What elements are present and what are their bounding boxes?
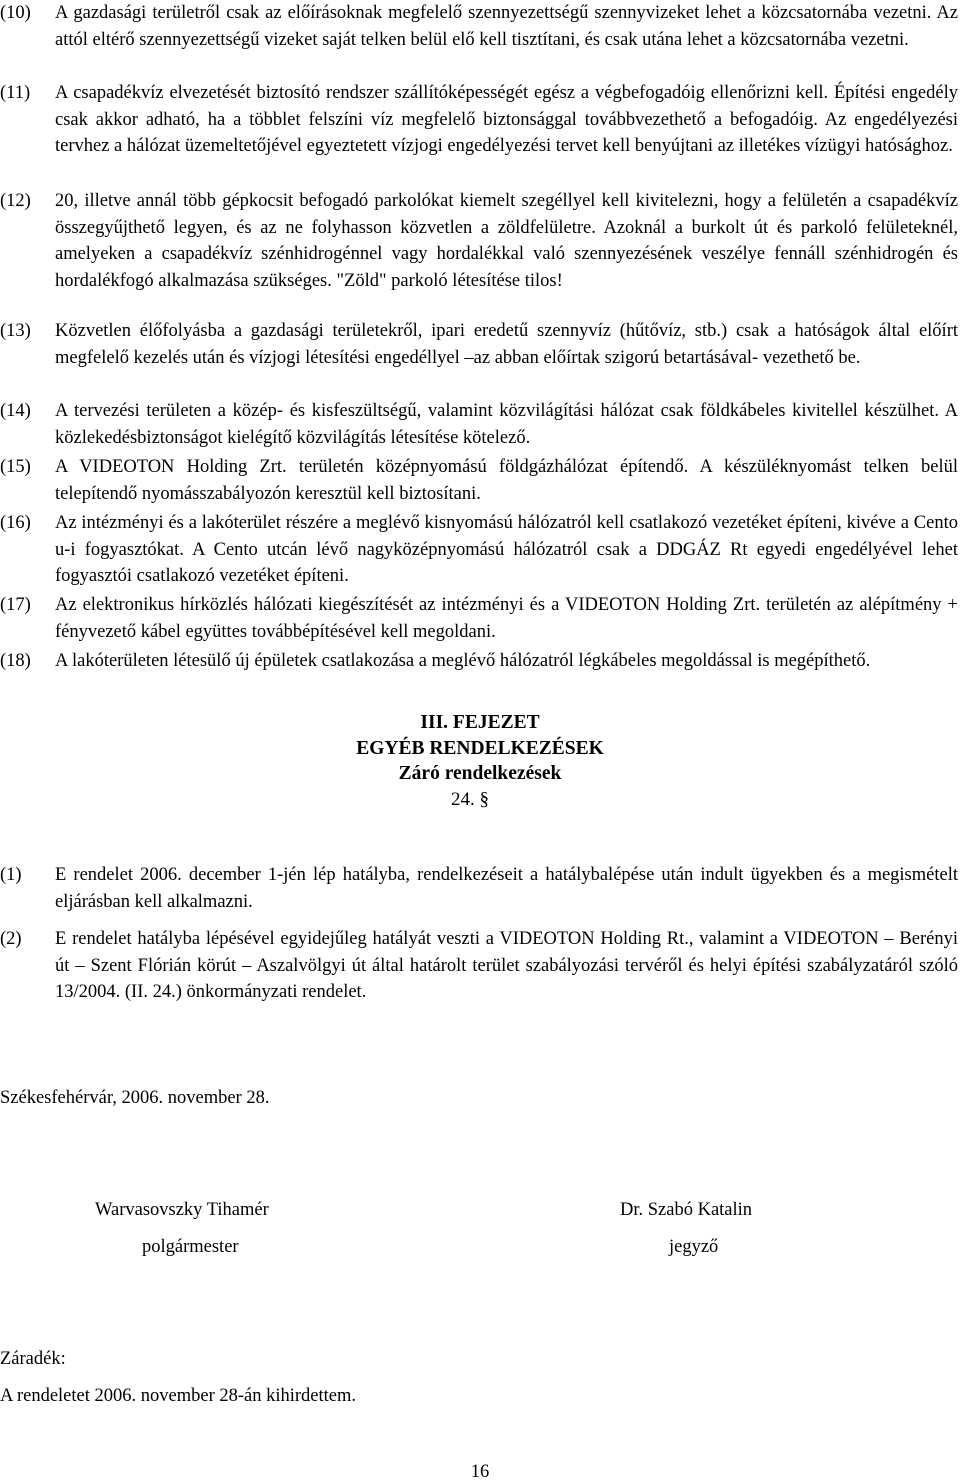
paragraph-16 bbox=[0, 510, 958, 590]
paragraph-text: A csapadékvíz elvezetését biztosító rendszer szállítóképességét egész a végbefogadóig ellenőrizni kell. Építési engedély csak akkor adható, ha a többlet felszíni víz megfelelő biztonsággal továbbvezethető a befogadóig. Az engedélyezési tervhez a hálózat üzemeltetőjével egyeztetett vízjogi engedélyezési tervet kell benyújtani az illetékes vízügyi hatósághoz. bbox=[55, 83, 958, 156]
signature-name-mayor: Warvasovszky Tihamér bbox=[95, 1200, 269, 1220]
chapter-title: EGYÉB RENDELKEZÉSEK bbox=[356, 738, 604, 759]
signature-title-mayor: polgármester bbox=[142, 1237, 239, 1257]
paragraph-number: (11) bbox=[0, 83, 31, 103]
paragraph-number: (14) bbox=[0, 401, 31, 421]
final-paragraph-1 bbox=[0, 862, 958, 915]
paragraph-number: (1) bbox=[0, 865, 22, 885]
paragraph-15 bbox=[0, 454, 958, 507]
paragraph-13 bbox=[0, 318, 958, 371]
paragraph-text: A tervezési területen a közép- és kisfeszültségű, valamint közvilágítási hálózat csak földkábeles kivitellel készülhet. A közlekedésbiztonságot kielégítő közvilágítás létesítése kötelező. bbox=[55, 401, 958, 448]
paragraph-text: A VIDEOTON Holding Zrt. területén középnyomású földgázhálózat építendő. A készüléknyomást telken belül telepítendő nyomásszabályozón keresztül kell biztosítani. bbox=[55, 457, 958, 504]
clause-label: Záradék: bbox=[0, 1349, 66, 1369]
paragraph-17 bbox=[0, 592, 958, 645]
paragraph-14 bbox=[0, 398, 958, 451]
paragraph-text: E rendelet hatályba lépésével egyidejűleg hatályát veszti a VIDEOTON Holding Rt., valamint a VIDEOTON – Berényi út – Szent Flórián körút – Aszalvölgyi út által határolt terület szabályozási tervéről és helyi építési szabályzatáról szóló 13/2004. (II. 24.) önkormányzati rendelet. bbox=[55, 929, 958, 1002]
paragraph-number: (12) bbox=[0, 191, 31, 211]
paragraph-number: (16) bbox=[0, 513, 31, 533]
paragraph-number: (2) bbox=[0, 929, 22, 949]
paragraph-text: Közvetlen élőfolyásba a gazdasági területekről, ipari eredetű szennyvíz (hűtővíz, stb.) csak a hatóságok által előírt megfelelő kezelés után és vízjogi létesítési engedéllyel –az abban előírtak szigorú betartásával- vezethető be. bbox=[55, 321, 958, 368]
paragraph-text: E rendelet 2006. december 1-jén lép hatályba, rendelkezéseit a hatálybalépése után indult ügyekben és a megismételt eljárásban kell alkalmazni. bbox=[55, 865, 958, 912]
paragraph-text: 20, illetve annál több gépkocsit befogadó parkolókat kiemelt szegéllyel kell kivitelezni, hogy a felületén a csapadékvíz összegyűjthető legyen, és az ne folyhasson közvetlen a zöldfelületre. Azoknál a burkolt út és parkoló felületeknél, amelyeken a csapadékvíz szénhidrogénnel vagy hordalékkal való szennyezésének veszélye fennáll szénhidrogén és hordalékfogó alkalmazása szükséges. "Zöld" parkoló létesítése tilos! bbox=[55, 191, 958, 291]
paragraph-text: A lakóterületen létesülő új épületek csatlakozása a meglévő hálózatról légkábeles megoldással is megépíthető. bbox=[55, 651, 871, 671]
section-number: 24. § bbox=[451, 789, 489, 810]
signature-title-notary: jegyző bbox=[669, 1237, 719, 1257]
paragraph-number: (13) bbox=[0, 321, 31, 341]
paragraph-11 bbox=[0, 80, 958, 160]
paragraph-10 bbox=[0, 0, 958, 53]
chapter-number: III. FEJEZET bbox=[420, 712, 540, 733]
signature-name-notary: Dr. Szabó Katalin bbox=[620, 1200, 753, 1220]
paragraph-number: (15) bbox=[0, 457, 31, 477]
paragraph-text: Az elektronikus hírközlés hálózati kiegészítését az intézményi és a VIDEOTON Holding Zrt. területén az alépítmény + fényvezető kábel együttes továbbépítésével kell megoldani. bbox=[55, 595, 958, 642]
paragraph-number: (17) bbox=[0, 595, 31, 615]
paragraph-number: (10) bbox=[0, 3, 31, 23]
paragraph-number: (18) bbox=[0, 651, 31, 671]
final-paragraph-2 bbox=[0, 926, 958, 1006]
clause-text: A rendeletet 2006. november 28-án kihirdettem. bbox=[0, 1386, 357, 1406]
page-number: 16 bbox=[470, 1462, 490, 1482]
chapter-subtitle: Záró rendelkezések bbox=[398, 763, 562, 784]
paragraph-18 bbox=[0, 648, 958, 675]
place-date: Székesfehérvár, 2006. november 28. bbox=[0, 1088, 270, 1108]
paragraph-text: Az intézményi és a lakóterület részére a meglévő kisnyomású hálózatról kell csatlakozó vezetéket építeni, kivéve a Cento u-i fogyasztókat. A Cento utcán lévő nagyközépnyomású hálózatról csak a DDGÁZ Rt egyedi engedélyével lehet fogyasztói csatlakozó vezetéket építeni. bbox=[55, 513, 958, 586]
paragraph-12 bbox=[0, 188, 958, 294]
paragraph-text: A gazdasági területről csak az előírásoknak megfelelő szennyezettségű szennyvizeket lehet a közcsatornába vezetni. Az attól eltérő szennyezettségű vizeket saját telken belül elő kell tisztítani, és csak utána lehet a közcsatornába vezetni. bbox=[55, 3, 958, 50]
